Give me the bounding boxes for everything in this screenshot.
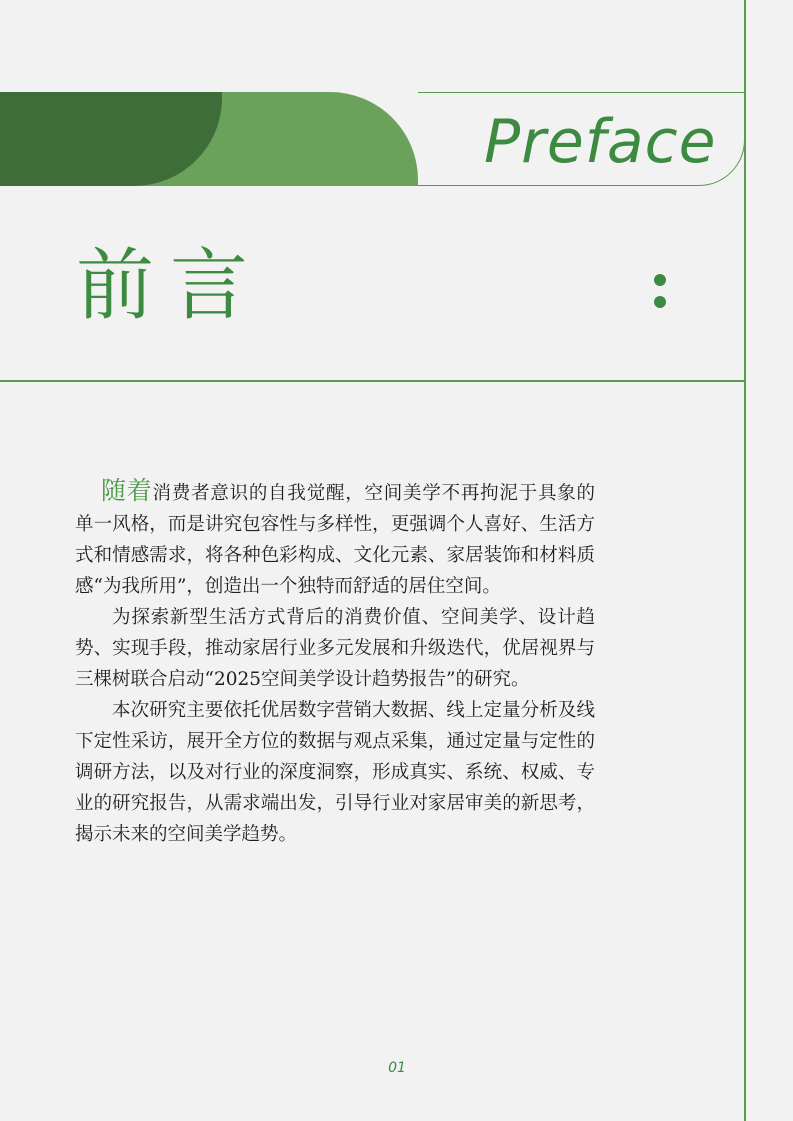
colon-decoration [654,272,668,310]
right-border-line [744,0,746,1121]
page-title: 前言 [76,241,265,331]
page-number: 01 [388,1060,406,1076]
paragraph-1 [75,475,595,602]
paragraph-1-text: 消费者意识的自我觉醒，空间美学不再拘泥于具象的单一风格，而是讲究包容性与多样性，更强调个人喜好、生活方式和情感需求，将各种色彩构成、文化元素、家居装饰和材料质感“为我所用”，创造出一个独特而舒适的居住空间。 [75,483,595,597]
paragraph-2: 为探索新型生活方式背后的消费价值、空间美学、设计趋势、实现手段，推动家居行业多元发展和升级迭代，优居视界与三棵树联合启动“2025空间美学设计趋势报告”的研究。 [75,607,595,690]
colon-dot-bottom [654,296,666,308]
section-divider [0,380,746,382]
paragraph-3: 本次研究主要依托优居数字营销大数据、线上定量分析及线下定性采访，展开全方位的数据与观点采集，通过定量与定性的调研方法，以及对行业的深度洞察，形成真实、系统、权威、专业的研究报告，从需求端出发，引导行业对家居审美的新思考，揭示未来的空间美学趋势。 [75,700,595,845]
body-text [75,475,595,850]
colon-dot-top [654,274,666,286]
english-title: Preface [484,107,717,177]
paragraph-lead-word: 随着 [101,476,153,505]
